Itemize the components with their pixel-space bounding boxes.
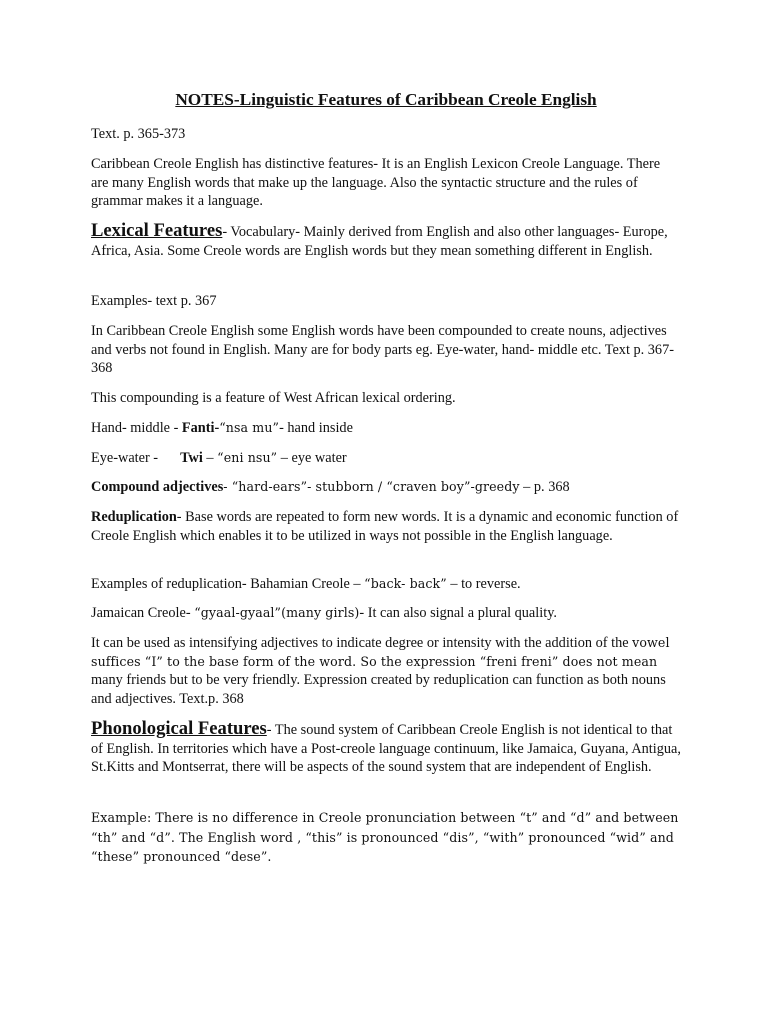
reduplication-examples-tail: – to reverse. xyxy=(446,576,521,592)
intensifying-lead: It can be used as intensifying adjectives to indicate degree or intensity with the addition of the xyxy=(91,635,633,651)
compounding-paragraph: In Caribbean Creole English some English words have been compounded to create nouns, adjectives and verbs not found in English. Many are for body parts eg. Eye-water, hand- middle etc. Text p. 367-368 xyxy=(91,323,674,377)
reduplication-examples xyxy=(91,575,681,594)
hand-middle-meaning: - hand inside xyxy=(279,420,353,436)
intensifying-alt: vowel suffices “I” to the base form of the word. So the expression “freni freni” does not mean xyxy=(91,635,670,669)
phonological-features-heading: Phonological Features xyxy=(91,718,267,739)
twi-dash: – xyxy=(202,450,218,466)
reduplication-body: - Base words are repeated to form new words. It is a dynamic and economic function of Creole English which enables it to be utilized in ways not possible in the English language. xyxy=(91,509,679,544)
compound-adjectives-example xyxy=(91,478,681,497)
twi-label: Twi xyxy=(180,450,203,466)
lexical-features-body: - Vocabulary- Mainly derived from English and also other languages- Europe, Africa, Asia. Some Creole words are English words but they mean something different in English. xyxy=(91,224,668,259)
fanti-term: “nsa mu” xyxy=(219,420,280,435)
compound-adjectives-label: Compound adjectives xyxy=(91,479,224,495)
examples-reference: Examples- text p. 367 xyxy=(91,293,217,309)
reduplication-label: Reduplication xyxy=(91,509,177,525)
page-title: NOTES-Linguistic Features of Caribbean Creole English xyxy=(175,90,597,109)
phonological-features-paragraph xyxy=(91,720,681,777)
jamaican-creole-tail: - It can also signal a plural quality. xyxy=(359,605,557,621)
intro-paragraph: Caribbean Creole English has distinctive features- It is an English Lexicon Creole Language. There are many English words that make up the language. Also the syntactic structure and the rules of grammar makes it a language. xyxy=(91,156,661,210)
pronunciation-example: Example: There is no difference in Creole pronunciation between “t” and “d” and between “th” and “d”. The English word , “this” is pronounced “dis”, “with” pronounced “wid” and “these” pronounced “dese”. xyxy=(91,810,679,864)
phonological-features-body: - The sound system of Caribbean Creole English is not identical to that of English. In territories which have a Post-creole language continuum, like Jamaica, Guyana, Antigua, St.Kitts and Montserrat, there will be aspects of the sound system that are independent of English. xyxy=(91,722,681,776)
back-back-term: “back- back” xyxy=(364,576,447,591)
hand-middle-word: Hand- middle - xyxy=(91,420,182,436)
compounding-feature-paragraph: This compounding is a feature of West African lexical ordering. xyxy=(91,390,456,406)
eye-water-word: Eye-water - xyxy=(91,450,159,466)
gyaal-gyaal-term: “gyaal-gyaal”(many girls) xyxy=(194,605,360,620)
eye-water-meaning: – eye water xyxy=(277,450,347,466)
lexical-features-paragraph xyxy=(91,222,681,260)
intensifying-paragraph xyxy=(91,634,681,708)
text-reference: Text. p. 365-373 xyxy=(91,126,186,142)
intensifying-tail: many friends but to be very friendly. Expression created by reduplication can function as both nouns and adjectives. Text.p. 368 xyxy=(91,672,666,707)
jamaican-creole-lead: Jamaican Creole- xyxy=(91,605,195,621)
jamaican-creole-example xyxy=(91,604,681,623)
fanti-label: Fanti- xyxy=(181,420,220,436)
reduplication-paragraph xyxy=(91,508,681,545)
reduplication-examples-lead: Examples of reduplication- Bahamian Creole – xyxy=(91,576,365,592)
eye-water-example xyxy=(91,449,681,468)
compound-adjectives-terms: - “hard-ears”- stubborn / “craven boy”-greedy xyxy=(223,479,520,494)
twi-term: “eni nsu” xyxy=(217,450,278,465)
lexical-features-heading: Lexical Features xyxy=(91,220,223,241)
compound-adjectives-ref: – p. 368 xyxy=(519,479,570,495)
hand-middle-example xyxy=(91,419,681,438)
